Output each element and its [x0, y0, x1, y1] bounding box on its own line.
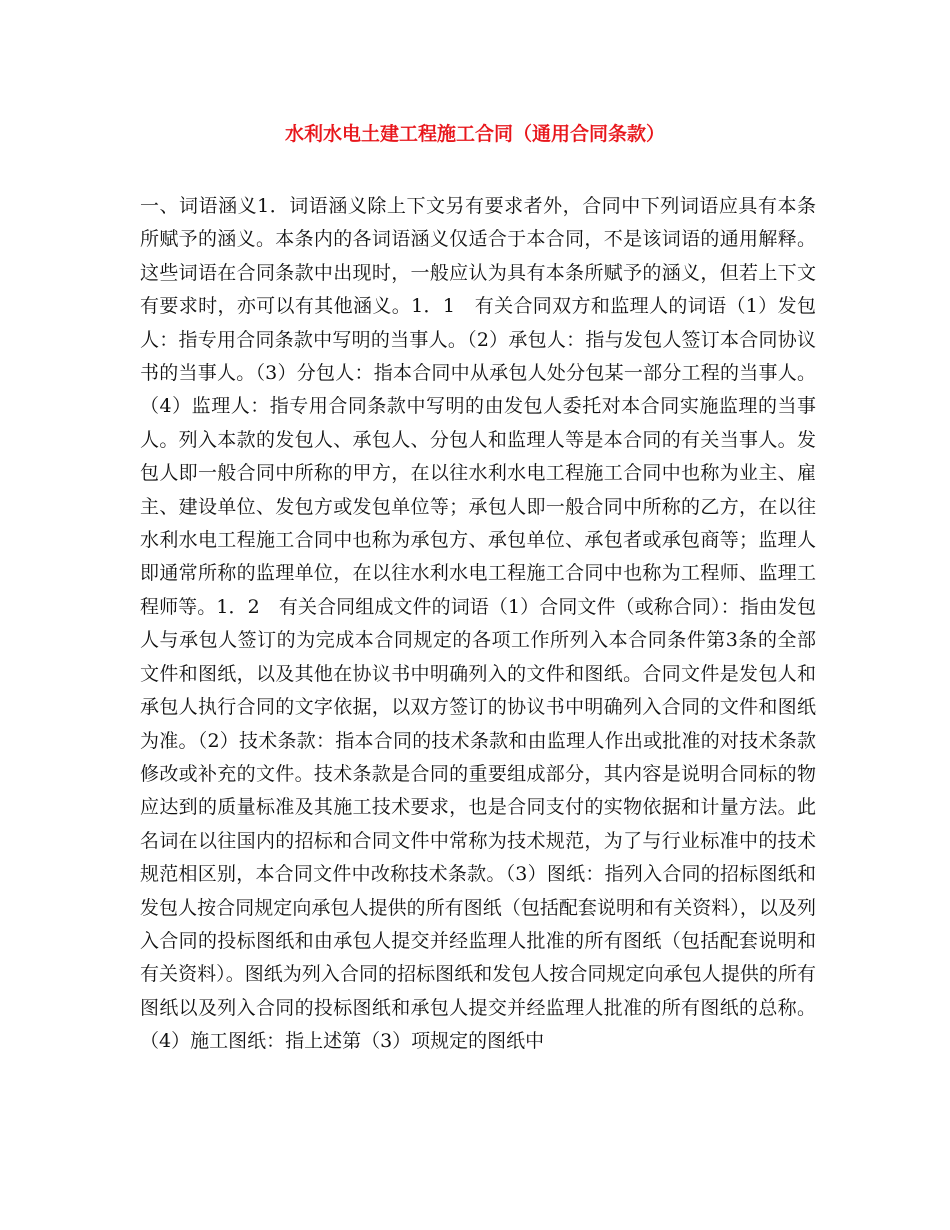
document-title: 水利水电土建工程施工合同（通用合同条款） — [284, 123, 665, 145]
document-body-text: 一、词语涵义1．词语涵义除上下文另有要求者外，合同中下列词语应具有本条所赋予的涵义。本条内的各词语涵义仅适合于本合同，不是该词语的通用解释。这些词语在合同条款中出现时，一般应认为具有本条所赋予的涵义，但若上下文有要求时，亦可以有其他涵义。1．1 有关合同双方和监理人的词语（1）发包人：指专用合同条款中写明的当事人。（2）承包人：指与发包人签订本合同协议书的当事人。（3）分包人：指本合同中从承包人处分包某一部分工程的当事人。（4）监理人：指专用合同条款中写明的由发包人委托对本合同实施监理的当事人。列入本款的发包人、承包人、分包人和监理人等是本合同的有关当事人。发包人即一般合同中所称的甲方，在以往水利水电工程施工合同中也称为业主、雇主、建设单位、发包方或发包单位等；承包人即一般合同中所称的乙方，在以往水利水电工程施工合同中也称为承包方、承包单位、承包者或承包商等；监理人即通常所称的监理单位，在以往水利水电工程施工合同中也称为工程师、监理工程师等。1．2 有关合同组成文件的词语（1）合同文件（或称合同）：指由发包人与承包人签订的为完成本合同规定的各项工作所列入本合同条件第3条的全部文件和图纸，以及其他在协议书中明确列入的文件和图纸。合同文件是发包人和承包人执行合同的文字依据，以双方签订的协议书中明确列入合同的文件和图纸为准。（2）技术条款：指本合同的技术条款和由监理人作出或批准的对技术条款修改或补充的文件。技术条款是合同的重要组成部分，其内容是说明合同标的物应达到的质量标准及其施工技术要求，也是合同支付的实物依据和计量方法。此名词在以往国内的招标和合同文件中常称为技术规范，为了与行业标准中的技术规范相区别，本合同文件中改称技术条款。（3）图纸：指列入合同的招标图纸和发包人按合同规定向承包人提供的所有图纸（包括配套说明和有关资料），以及列入合同的投标图纸和由承包人提交并经监理人批准的所有图纸（包括配套说明和有关资料）。图纸为列入合同的招标图纸和发包人按合同规定向承包人提供的所有图纸以及列入合同的投标图纸和承包人提交并经监理人批准的所有图纸的总称。（4）施工图纸：指上述第（3）项规定的图纸中 — [140, 195, 816, 1053]
